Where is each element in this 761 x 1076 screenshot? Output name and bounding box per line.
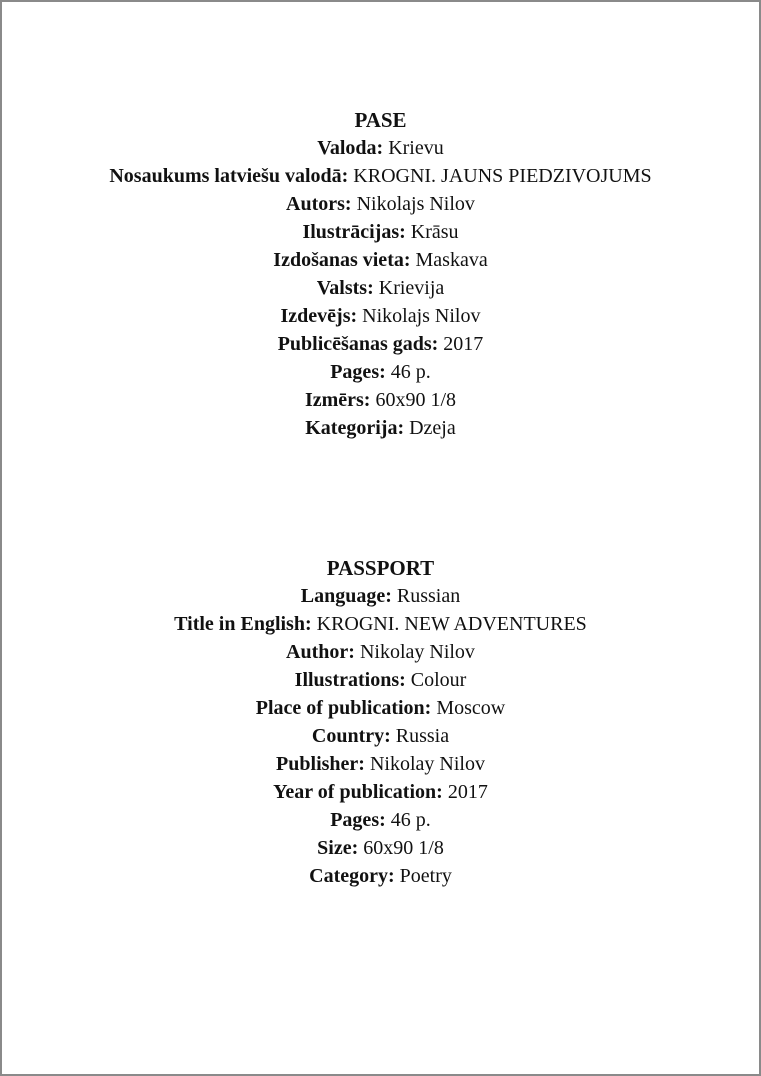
field-value: KROGNI. JAUNS PIEDZIVOJUMS bbox=[353, 165, 652, 187]
field-label: Place of publication: bbox=[255, 697, 432, 719]
title-row bbox=[2, 162, 759, 190]
year-row bbox=[2, 330, 759, 358]
field-label: Nosaukums latviešu valodā: bbox=[109, 165, 349, 187]
field-value: Nikolay Nilov bbox=[359, 641, 475, 663]
size-row bbox=[2, 834, 759, 862]
field-label: Kategorija: bbox=[305, 417, 405, 439]
field-value: Maskava bbox=[415, 249, 488, 271]
field-value: Nikolajs Nilov bbox=[362, 305, 481, 327]
field-value: KROGNI. NEW ADVENTURES bbox=[316, 613, 587, 635]
language-row bbox=[2, 582, 759, 610]
field-label: Ilustrācijas: bbox=[302, 221, 406, 243]
field-value: Nikolay Nilov bbox=[369, 753, 485, 775]
field-label: Pages: bbox=[330, 361, 386, 383]
category-row bbox=[2, 862, 759, 890]
field-value: 2017 bbox=[447, 781, 488, 803]
field-label: Pages: bbox=[330, 809, 386, 831]
field-label: Author: bbox=[286, 641, 355, 663]
field-label: Autors: bbox=[286, 193, 352, 215]
field-value: Poetry bbox=[399, 865, 452, 887]
pages-row bbox=[2, 358, 759, 386]
pages-row bbox=[2, 806, 759, 834]
country-row bbox=[2, 722, 759, 750]
field-value: Colour bbox=[410, 669, 467, 691]
author-row bbox=[2, 638, 759, 666]
field-value: Krievija bbox=[378, 277, 445, 299]
field-label: Category: bbox=[309, 865, 395, 887]
title-row bbox=[2, 610, 759, 638]
field-label: Izmērs: bbox=[304, 389, 371, 411]
place-row bbox=[2, 694, 759, 722]
english-passport-section bbox=[2, 554, 759, 890]
field-label: Publisher: bbox=[276, 753, 365, 775]
field-label: Valoda: bbox=[317, 137, 384, 159]
section-heading: PASSPORT bbox=[326, 556, 435, 580]
field-value: Russia bbox=[395, 725, 450, 747]
field-value: Krievu bbox=[388, 137, 444, 159]
author-row bbox=[2, 190, 759, 218]
illustrations-row bbox=[2, 666, 759, 694]
field-value: Moscow bbox=[436, 697, 506, 719]
field-label: Year of publication: bbox=[273, 781, 443, 803]
field-label: Size: bbox=[317, 837, 359, 859]
field-label: Publicēšanas gads: bbox=[277, 333, 439, 355]
field-label: Valsts: bbox=[316, 277, 374, 299]
category-row bbox=[2, 414, 759, 442]
country-row bbox=[2, 274, 759, 302]
place-row bbox=[2, 246, 759, 274]
field-value: Nikolajs Nilov bbox=[356, 193, 475, 215]
field-value: Russian bbox=[396, 585, 461, 607]
field-value: Dzeja bbox=[409, 417, 456, 439]
latvian-passport-section bbox=[2, 106, 759, 442]
field-label: Title in English: bbox=[174, 613, 312, 635]
field-value: Krāsu bbox=[410, 221, 459, 243]
field-value: 46 p. bbox=[390, 361, 431, 383]
year-row bbox=[2, 778, 759, 806]
publisher-row bbox=[2, 750, 759, 778]
field-value: 46 p. bbox=[390, 809, 431, 831]
field-value: 60x90 1/8 bbox=[375, 389, 457, 411]
field-label: Izdošanas vieta: bbox=[273, 249, 411, 271]
field-value: 60x90 1/8 bbox=[363, 837, 444, 859]
field-value: 2017 bbox=[443, 333, 484, 355]
publisher-row bbox=[2, 302, 759, 330]
field-label: Language: bbox=[300, 585, 392, 607]
illustrations-row bbox=[2, 218, 759, 246]
size-row bbox=[2, 386, 759, 414]
section-heading: PASE bbox=[354, 108, 407, 132]
language-row bbox=[2, 134, 759, 162]
field-label: Izdevējs: bbox=[280, 305, 358, 327]
field-label: Country: bbox=[311, 725, 391, 747]
field-label: Illustrations: bbox=[294, 669, 406, 691]
